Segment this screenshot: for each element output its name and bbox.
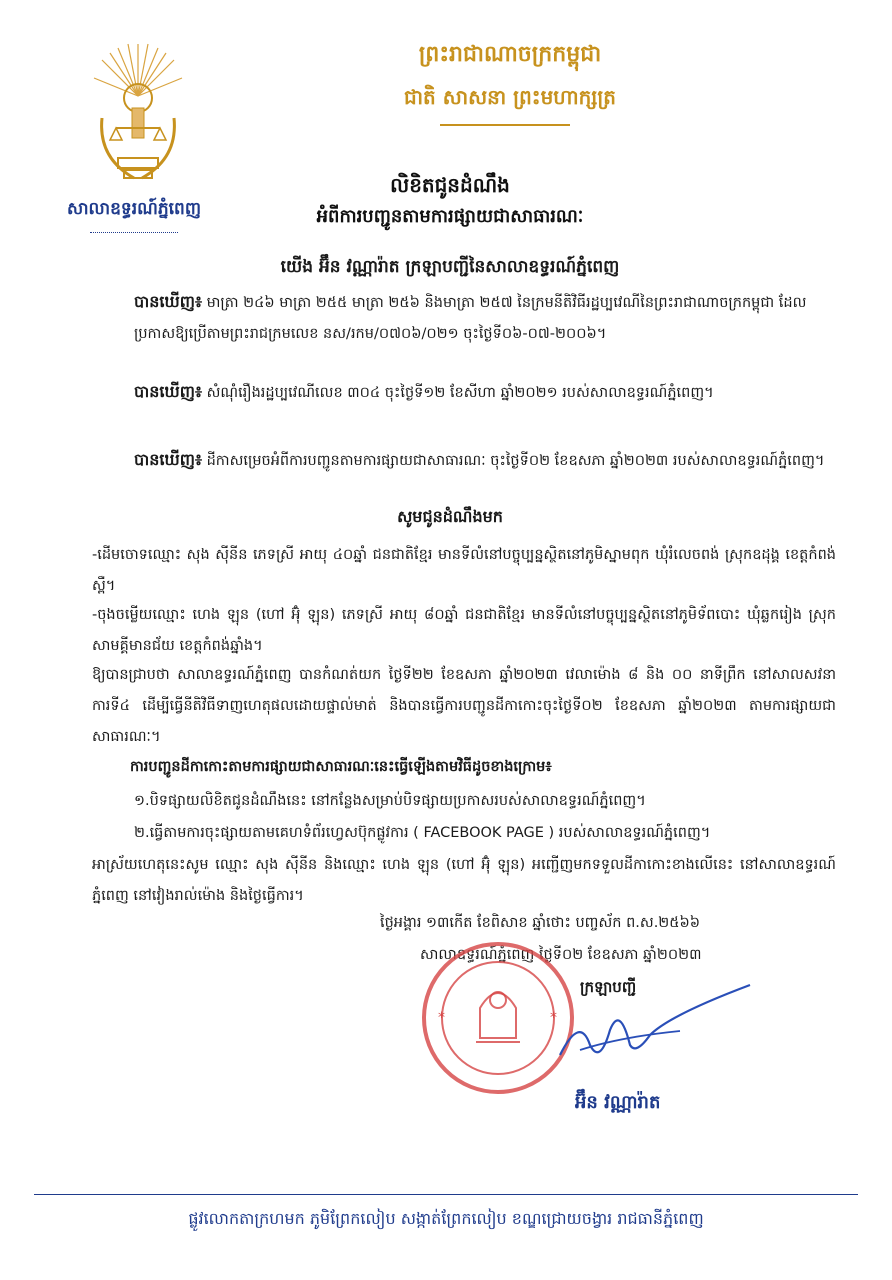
court-name-divider (90, 232, 178, 233)
kingdom-motto: ព្រះរាជាណាចក្រកម្ពុជា (418, 42, 602, 67)
consideration-text: ដីកាសម្រេចអំពីការបញ្ជូនតាមការផ្សាយជាសាធារណៈ ចុះថ្ងៃទី០២ ខែឧសភា ឆ្នាំ២០២៣ របស់សាលាឧទ្ធរណ៍ភ្នំពេញ។ (201, 453, 825, 469)
signer-name: អ៊ឹន វណ្ណារ៉ាត (575, 1092, 661, 1113)
court-name: សាលាឧទ្ធរណ៍ភ្នំពេញ (66, 199, 202, 219)
consideration-text: មាត្រា ២៤៦ មាត្រា ២៥៥ មាត្រា ២៥៦ និងមាត្រា ២៥៧ នៃក្រមនីតិវិធីរដ្ឋប្បវេណីនៃព្រះរាជាណាចក្រកម្ពុជា ដែលប្រកាសឱ្យប្រើតាមព្រះរាជក្រមលេខ នស/រកម/០៧០៦/០២១ ចុះថ្ងៃទី០៦-០៧-២០០៦។ (134, 295, 807, 342)
consideration-1 (134, 286, 834, 350)
footer-address: ផ្លូវលោកតាក្រហមក ភូមិព្រែកលៀប សង្កាត់ព្រែកលៀប ខណ្ឌជ្រោយចង្វារ រាជធានីភ្នំពេញ (188, 1209, 704, 1228)
svg-text:*: * (438, 1010, 445, 1026)
solar-date: សាលាឧទ្ធរណ៍ភ្នំពេញ ថ្ងៃទី០២ ខែឧសភា ឆ្នាំ២០២៣ (420, 947, 702, 963)
svg-text:*: * (550, 1010, 557, 1026)
service-method-item-1: ១.បិទផ្សាយលិខិតជូនដំណឹងនេះ នៅកន្លែងសម្រាប់បិទផ្សាយប្រកាសរបស់សាលាឧទ្ធរណ៍ភ្នំពេញ។ (134, 793, 646, 809)
signer-title: ក្រឡាបញ្ជី (580, 978, 637, 996)
issuer-line: យើង អ៊ឹន វណ្ណារ៉ាត ក្រឡាបញ្ជីនៃសាលាឧទ្ធរណ៍ភ្នំពេញ (280, 257, 620, 277)
nation-religion-king: ជាតិ សាសនា ព្រះមហាក្សត្រ (404, 85, 616, 109)
document-subtitle: អំពីការបញ្ជូនតាមការផ្សាយជាសាធារណៈ (316, 206, 584, 227)
defendant-paragraph: -ចុងចម្លើយឈ្មោះ ហេង ឡុន (ហៅ អ៊ុំ ឡុន) ភេទស្រី អាយុ ៨០ឆ្នាំ ជនជាតិខ្មែរ មានទីលំនៅបច្ចុប្បន្នស្ថិតនៅភូមិទ័ពបោះ ឃុំឆ្លករៀង ស្រុកសាមគ្គីមានជ័យ ខេត្តកំពង់ឆ្នាំង។ (92, 607, 836, 654)
consideration-label: បានឃើញ៖ (134, 382, 202, 401)
consideration-3 (134, 444, 834, 477)
plaintiff-paragraph: -ដើមចោទឈ្មោះ សុង ស៊ីនីន ភេទស្រី អាយុ ៤០ឆ្នាំ ជនជាតិខ្មែរ មានទីលំនៅបច្ចុប្បន្នស្ថិតនៅភូមិស្នាមពុក ឃុំរំលេចពង់ ស្រុកឧដុង្គ ខេត្តកំពង់ស្ពឺ។ (92, 547, 836, 594)
service-method-heading: ការបញ្ជូនដីកាកោះតាមការផ្សាយជាសាធារណៈនេះធ្វើឡើងតាមវិធីដូចខាងក្រោម៖ (130, 759, 552, 775)
request-paragraph: អាស្រ័យហេតុនេះសូម ឈ្មោះ សុង ស៊ីនីន និងឈ្មោះ ហេង ឡុន (ហៅ អ៊ុំ ឡុន) អញ្ជើញមកទទួលដីកាកោះខាងលើនេះ នៅសាលាឧទ្ធរណ៍ភ្នំពេញ នៅវៀងរាល់ម៉ោង និងថ្ងៃធ្វើការ។ (92, 857, 836, 904)
court-emblem-icon (88, 38, 188, 198)
consideration-label: បានឃើញ៖ (134, 292, 202, 311)
footer-divider (34, 1194, 858, 1195)
motto-divider (440, 124, 570, 126)
service-method-item-2: ២.ធ្វើតាមការចុះផ្សាយតាមគេហទំព័រហ្វេសប៊ុកផ្លូវការ ( FACEBOOK PAGE ) របស់សាលាឧទ្ធរណ៍ភ្នំពេញ។ (134, 825, 711, 841)
consideration-label: បានឃើញ៖ (134, 450, 202, 469)
lunar-date: ថ្ងៃអង្គារ ១៣កើត ខែពិសាខ ឆ្នាំថោះ បញ្ចស័ក ព.ស.២៥៦៦ (380, 915, 701, 931)
notify-heading: សូមជូនដំណឹងមក (397, 507, 503, 526)
hearing-paragraph: ឱ្យបានជ្រាបថា សាលាឧទ្ធរណ៍ភ្នំពេញ បានកំណត់យក ថ្ងៃទី២២ ខែឧសភា ឆ្នាំ២០២៣ វេលាម៉ោង ៨ និង ០០ នាទីព្រឹក នៅសាលសវនាការទី៤ ដើម្បីធ្វើនីតិវិធីទាញហេតុផលដោយផ្ទាល់មាត់ និងបានធ្វើការបញ្ជូនដីកាកោះចុះថ្ងៃទី០២ ខែឧសភា ឆ្នាំ២០២៣ តាមការផ្សាយជាសាធារណៈ។ (92, 667, 836, 745)
handwritten-signature-icon (540, 975, 760, 1075)
document-title: លិខិតជូនដំណឹង (390, 173, 510, 197)
consideration-text: សំណុំរឿងរដ្ឋប្បវេណីលេខ ៣០៤ ចុះថ្ងៃទី១២ ខែសីហា ឆ្នាំ២០២១ របស់សាលាឧទ្ធរណ៍ភ្នំពេញ។ (201, 385, 714, 401)
consideration-2 (134, 376, 834, 409)
